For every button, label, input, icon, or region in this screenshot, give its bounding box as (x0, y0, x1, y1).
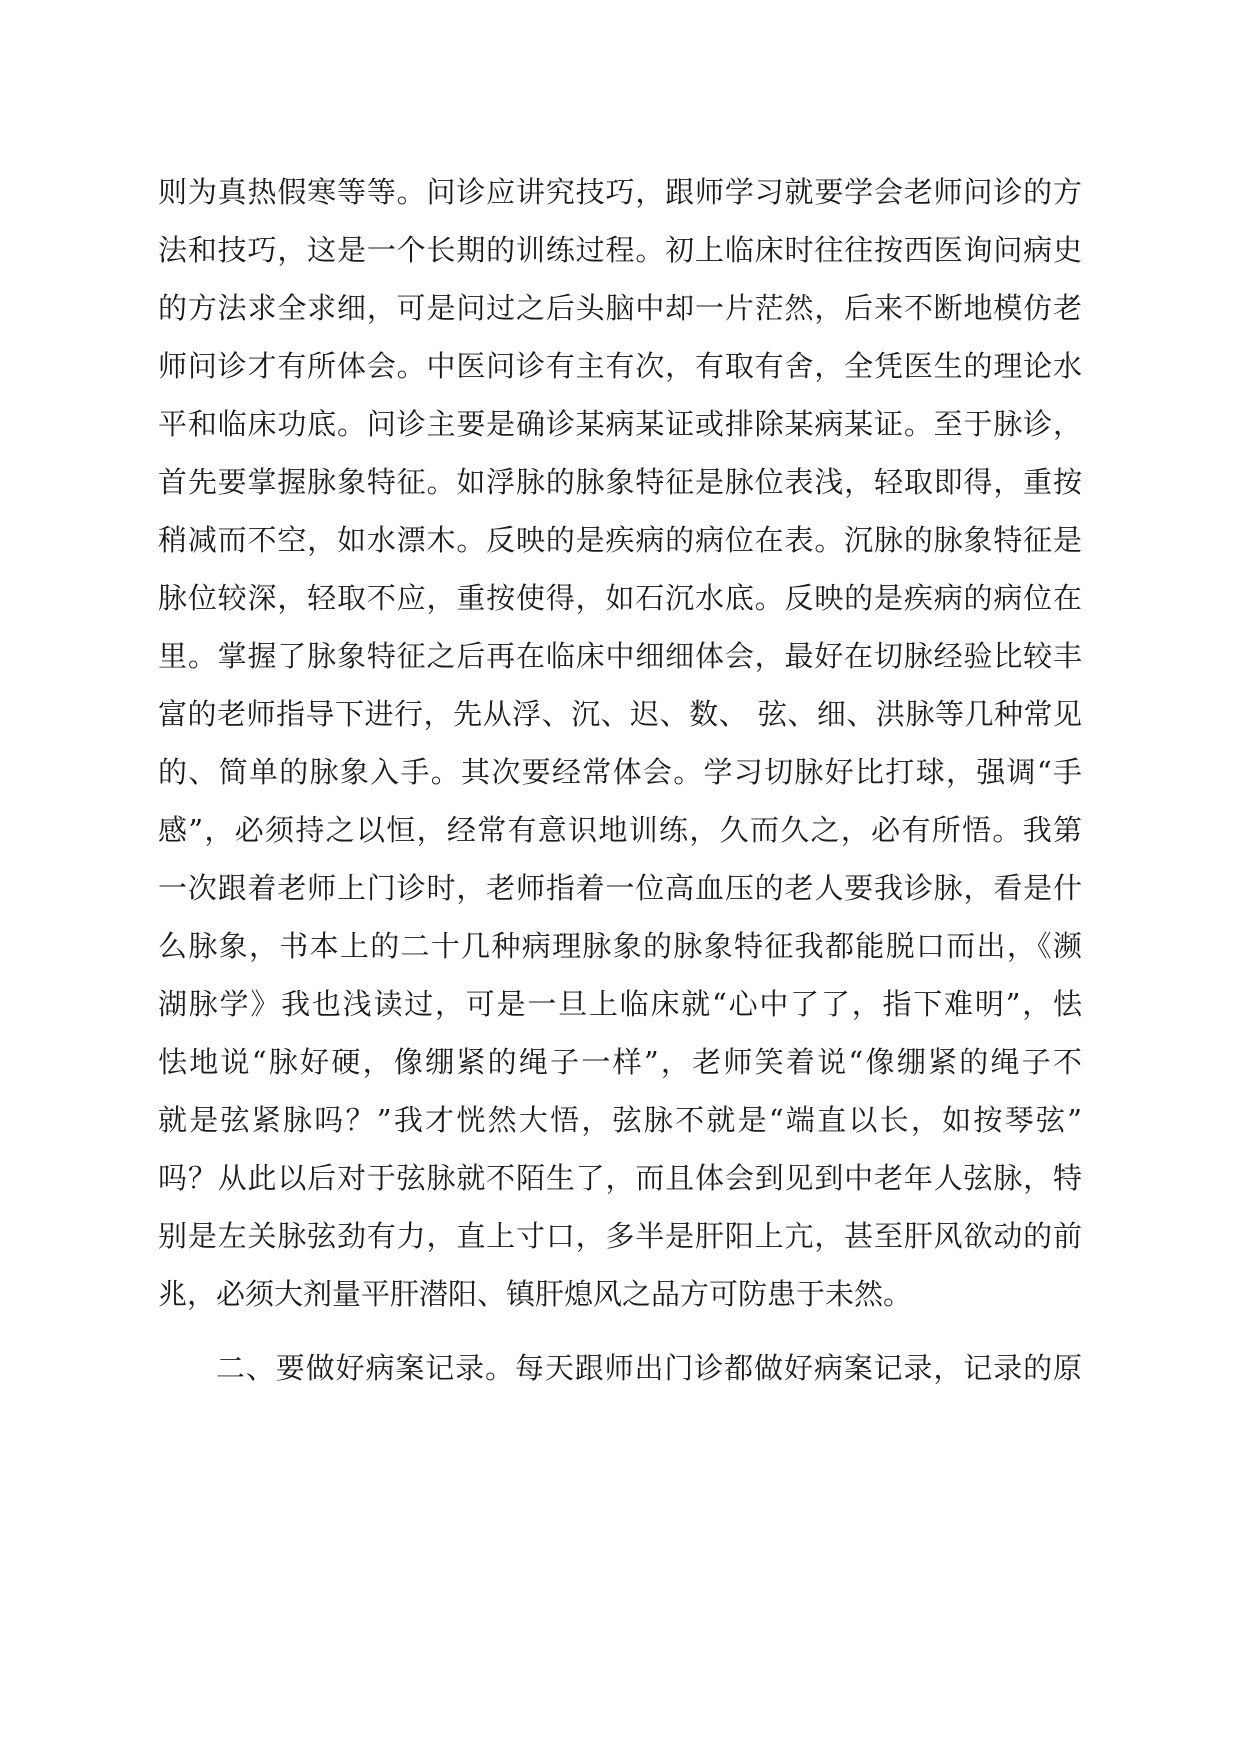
text-line: 二、要做好病案记录。每天跟师出门诊都做好病案记录，记录的原 (216, 1351, 1082, 1385)
text-line: 脉位较深，轻取不应，重按使得，如石沉水底。反映的是疾病的病位在 (158, 581, 1082, 615)
text-line: 的方法求全求细，可是问过之后头脑中却一片茫然，后来不断地模仿老 (158, 291, 1082, 325)
text-line: 则为真热假寒等等。问诊应讲究技巧，跟师学习就要学会老师问诊的方 (158, 175, 1082, 209)
text-line: 就是弦紧脉吗？”我才恍然大悟，弦脉不就是“端直以长，如按琴弦” (158, 1103, 1082, 1137)
text-line: 师问诊才有所体会。中医问诊有主有次，有取有舍，全凭医生的理论水 (158, 349, 1082, 383)
text-line: 兆，必须大剂量平肝潜阳、镇肝熄风之品方可防患于未然。 (158, 1277, 913, 1311)
text-line: 一次跟着老师上门诊时，老师指着一位高血压的老人要我诊脉，看是什 (158, 871, 1082, 905)
paragraph-2 (158, 1339, 1082, 1397)
text-line: 怯地说“脉好硬，像绷紧的绳子一样”，老师笑着说“像绷紧的绳子不 (158, 1045, 1082, 1079)
text-line: 的、简单的脉象入手。其次要经常体会。学习切脉好比打球，强调“手 (158, 755, 1082, 789)
text-line: 么脉象，书本上的二十几种病理脉象的脉象特征我都能脱口而出，《濒 (158, 929, 1082, 963)
text-line: 富的老师指导下进行，先从浮、沉、迟、数、 弦、细、洪脉等几种常见 (158, 697, 1082, 731)
text-line: 湖脉学》我也浅读过，可是一旦上临床就“心中了了，指下难明”，怯 (158, 987, 1082, 1021)
text-line: 里。掌握了脉象特征之后再在临床中细细体会，最好在切脉经验比较丰 (158, 639, 1082, 673)
text-line: 法和技巧，这是一个长期的训练过程。初上临床时往往按西医询问病史 (158, 233, 1082, 267)
text-line: 别是左关脉弦劲有力，直上寸口，多半是肝阳上亢，甚至肝风欲动的前 (158, 1219, 1082, 1253)
text-line: 首先要掌握脉象特征。如浮脉的脉象特征是脉位表浅，轻取即得，重按 (158, 465, 1082, 499)
text-line: 吗？从此以后对于弦脉就不陌生了，而且体会到见到中老年人弦脉，特 (158, 1161, 1082, 1195)
text-line: 平和临床功底。问诊主要是确诊某病某证或排除某病某证。至于脉诊， (158, 407, 1082, 441)
paragraph-1 (158, 163, 1082, 1323)
text-line: 感”，必须持之以恒，经常有意识地训练，久而久之，必有所悟。我第 (158, 813, 1082, 847)
text-line: 稍减而不空，如水漂木。反映的是疾病的病位在表。沉脉的脉象特征是 (158, 523, 1082, 557)
